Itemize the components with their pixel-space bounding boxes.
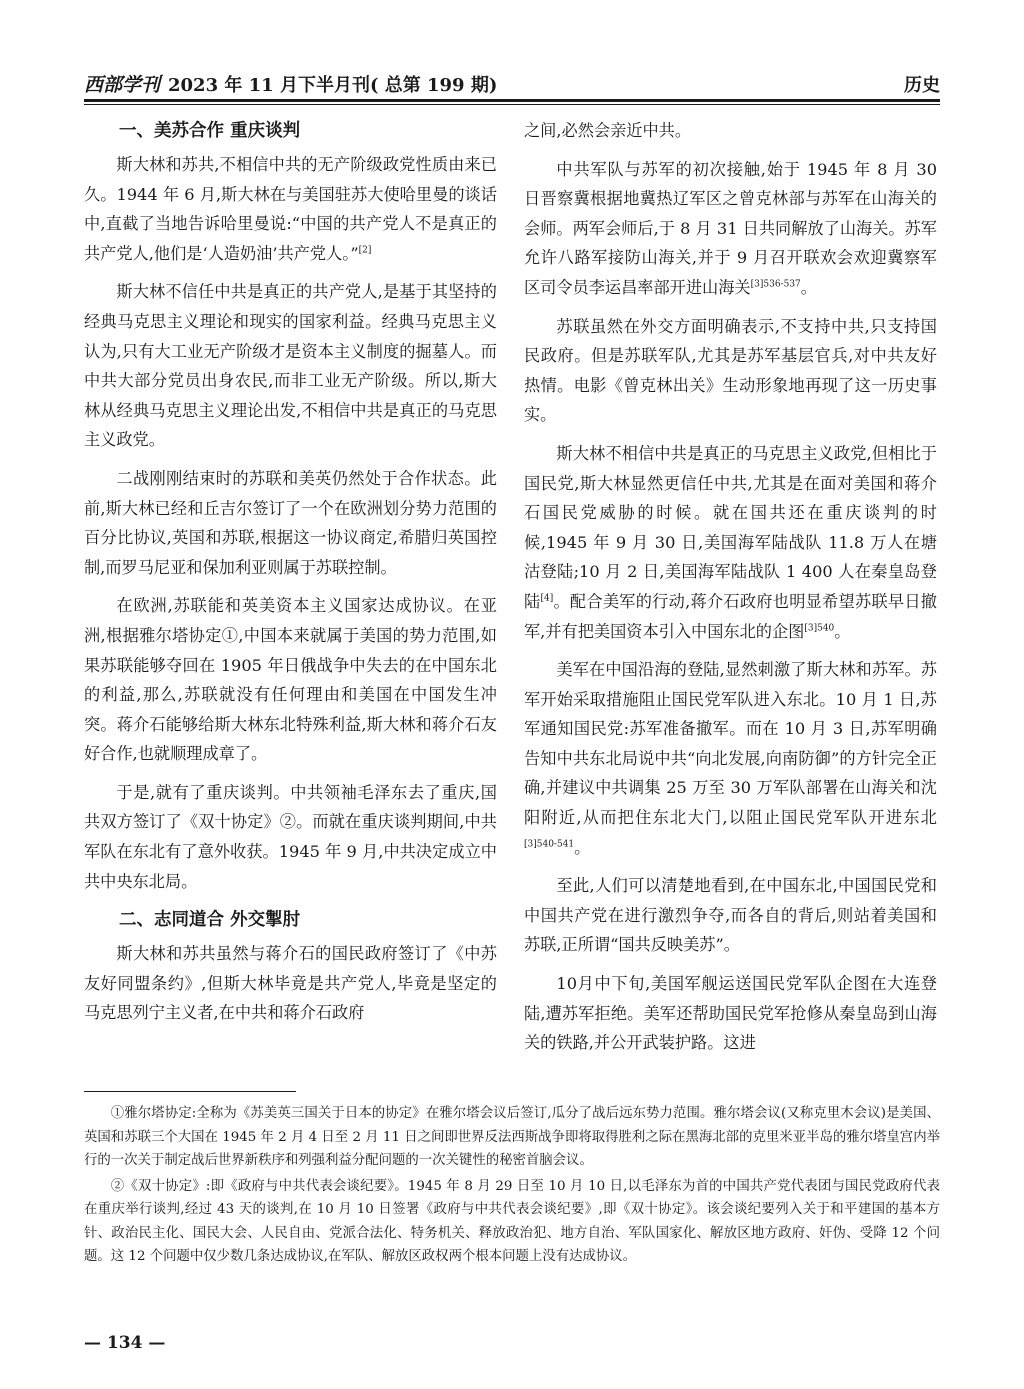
paragraph-text: 二、志同道合 外交掣肘 (119, 910, 301, 931)
page-number: — 134 — (84, 1333, 166, 1353)
right-column (524, 116, 937, 1067)
paragraph-text: 斯大林和苏共,不相信中共的无产阶级政党性质由来已久。1944 年 6 月,斯大林在与美国驻苏大使哈里曼的谈话中,直截了当地告诉哈里曼说:“中国的共产党人不是真正的共产党人,他们是‘人造奶油’共产党人。” (84, 155, 497, 263)
header-rule (84, 99, 940, 102)
paragraph (524, 155, 937, 303)
paragraph (524, 116, 937, 146)
paragraph-text: 斯大林和苏共虽然与蒋介石的国民政府签订了《中苏友好同盟条约》,但斯大林毕竟是共产党人,毕竟是坚定的马克思列宁主义者,在中共和蒋介石政府 (84, 944, 497, 1023)
paragraph (84, 591, 497, 769)
paragraph (84, 939, 497, 1028)
paragraph (524, 871, 937, 960)
paragraph (524, 312, 937, 430)
paragraph-text: 苏联虽然在外交方面明确表示,不支持中共,只支持国民政府。但是苏联军队,尤其是苏军基层官兵,对中共友好热情。电影《曾克林出关》生动形象地再现了这一历史事实。 (524, 316, 937, 425)
citation-ref: [3]540-541 (524, 839, 575, 850)
citation-ref: [4] (540, 593, 554, 604)
paragraph-text: 于是,就有了重庆谈判。中共领袖毛泽东去了重庆,国共双方签订了《双十协定》②。而就在重庆谈判期间,中共军队在东北有了意外收获。1945 年 9 月,中共决定成立中共中央东北局。 (84, 782, 497, 891)
header-rule-thin (84, 104, 940, 105)
paragraph-text: 二战刚刚结束时的苏联和美英仍然处于合作状态。此前,斯大林已经和丘吉尔签订了一个在欧洲划分势力范围的百分比协议,英国和苏联,根据这一协议商定,希腊归英国控制,而罗马尼亚和保加利亚则属于苏联控制。 (84, 468, 497, 577)
paragraph-text: 中共军队与苏军的初次接触,始于 1945 年 8 月 30 日晋察冀根据地冀热辽军区之曾克林部与苏军在山海关的会师。两军会师后,于 8 月 31 日共同解放了山海关。苏军允许八路军接防山海关,并于 9 月召开联欢会欢迎冀察军区司令员李运昌率部开进山海关 (524, 159, 937, 297)
paragraph-text: 10月中下旬,美国军舰运送国民党军队企图在大连登陆,遭苏军拒绝。美军还帮助国民党军抢修从秦皇岛到山海关的铁路,并公开武装护路。这进 (524, 974, 937, 1053)
paragraph-text: 之间,必然会亲近中共。 (524, 121, 692, 140)
paragraph-text: 斯大林不相信中共是真正的马克思主义政党,但相比于国民党,斯大林显然更信任中共,尤其是在面对美国和蒋介石国民党威胁的时候。就在国共还在重庆谈判的时候,1945 年 9 月 30 日,美国海军陆战队 11.8 万人在塘沽登陆;10 月 2 日,美国海军陆战队 1 400 人在秦皇岛登陆 (524, 443, 937, 611)
footnote-separator (84, 1091, 296, 1092)
footnotes (84, 1102, 940, 1271)
paragraph (524, 969, 937, 1058)
left-column (84, 116, 497, 1037)
paragraph (84, 277, 497, 455)
paragraph-text: 在欧洲,苏联能和英美资本主义国家达成协议。在亚洲,根据雅尔塔协定①,中国本来就属于美国的势力范围,如果苏联能够夺回在 1905 年日俄战争中失去的在中国东北的利益,那么,苏联就没有任何理由和美国在中国发生冲突。蒋介石能够给斯大林东北特殊利益,斯大林和蒋介石友好合作,也就顺理成章了。 (84, 596, 497, 764)
section-heading (84, 905, 497, 935)
paragraph-text: 。配合美军的行动,蒋介石政府也明显希望苏联早日撤军,并有把美国资本引入中国东北的企图 (524, 591, 937, 641)
paragraph-text: 一、美苏合作 重庆谈判 (119, 121, 301, 141)
footnote-2: ②《双十协定》:即《政府与中共代表会谈纪要》。1945 年 8 月 29 日至 10 月 10 日,以毛泽东为首的中国共产党代表团与国民党政府代表在重庆举行谈判,经过 43 天的谈判,在 10 月 10 日签署《政府与中共代表会谈纪要》,即《双十协定》。该会谈纪要列入关于和平建国的基本方针、政治民主化、国民大会、人民自由、党派合法化、特务机关、释放政治犯、地方自治、军队国家化、解放区地方政府、奸伪、受降 12 个问题。这 12 个问题中仅少数几条达成协议,在军队、解放区政权两个根本问题上没有达成协议。 (84, 1178, 940, 1264)
citation-ref: [2] (358, 245, 372, 256)
section-heading (84, 116, 497, 146)
paragraph-text: 。 (834, 621, 851, 641)
paragraph (84, 778, 497, 896)
footnote-1: ①雅尔塔协定:全称为《苏美英三国关于日本的协定》在雅尔塔会议后签订,瓜分了战后远东势力范围。雅尔塔会议(又称克里木会议)是美国、英国和苏联三个大国在 1945 年 2 月 4 日至 2 月 11 日之间即世界反法西斯战争即将取得胜利之际在黑海北部的克里米亚半岛的雅尔塔皇宫内举行的一次关于制定战后世界新秩序和列强利益分配问题的一次关键性的秘密首脑会议。 (84, 1106, 940, 1168)
paragraph-text: 斯大林不信任中共是真正的共产党人,是基于其坚持的经典马克思主义理论和现实的国家利益。经典马克思主义认为,只有大工业无产阶级才是资本主义制度的掘墓人。而中共大部分党员出身农民,而非工业无产阶级。所以,斯大林从经典马克思主义理论出发,不相信中共是真正的马克思主义政党。 (84, 282, 497, 450)
paragraph (84, 464, 497, 582)
citation-ref: [3]540 (804, 623, 835, 634)
paragraph (84, 150, 497, 268)
paragraph-text: 至此,人们可以清楚地看到,在中国东北,中国国民党和中国共产党在进行激烈争夺,而各自的背后,则站着美国和苏联,正所谓“国共反映美苏”。 (524, 876, 937, 955)
paragraph (524, 655, 937, 862)
paragraph-text: 。 (574, 837, 591, 857)
paragraph-text: 美军在中国沿海的登陆,显然刺激了斯大林和苏军。苏军开始采取措施阻止国民党军队进入东北。10 月 1 日,苏军通知国民党:苏军准备撤军。而在 10 月 3 日,苏军明确告知中共东北局说中共“向北发展,向南防御”的方针完全正确,并建议中共调集 25 万至 30 万军队部署在山海关和沈阳附近,从而把住东北大门,以阻止国民党军队开进东北 (524, 660, 937, 828)
page-header (84, 68, 940, 100)
citation-ref: [3]536-537 (750, 279, 801, 290)
paragraph-text: 。 (800, 277, 817, 297)
section-name: 历史 (904, 75, 940, 96)
paragraph (524, 439, 937, 646)
issue-info: 2023 年 11 月下半月刊( 总第 199 期) (168, 75, 498, 96)
journal-logo: 西部学刊 (84, 74, 161, 96)
